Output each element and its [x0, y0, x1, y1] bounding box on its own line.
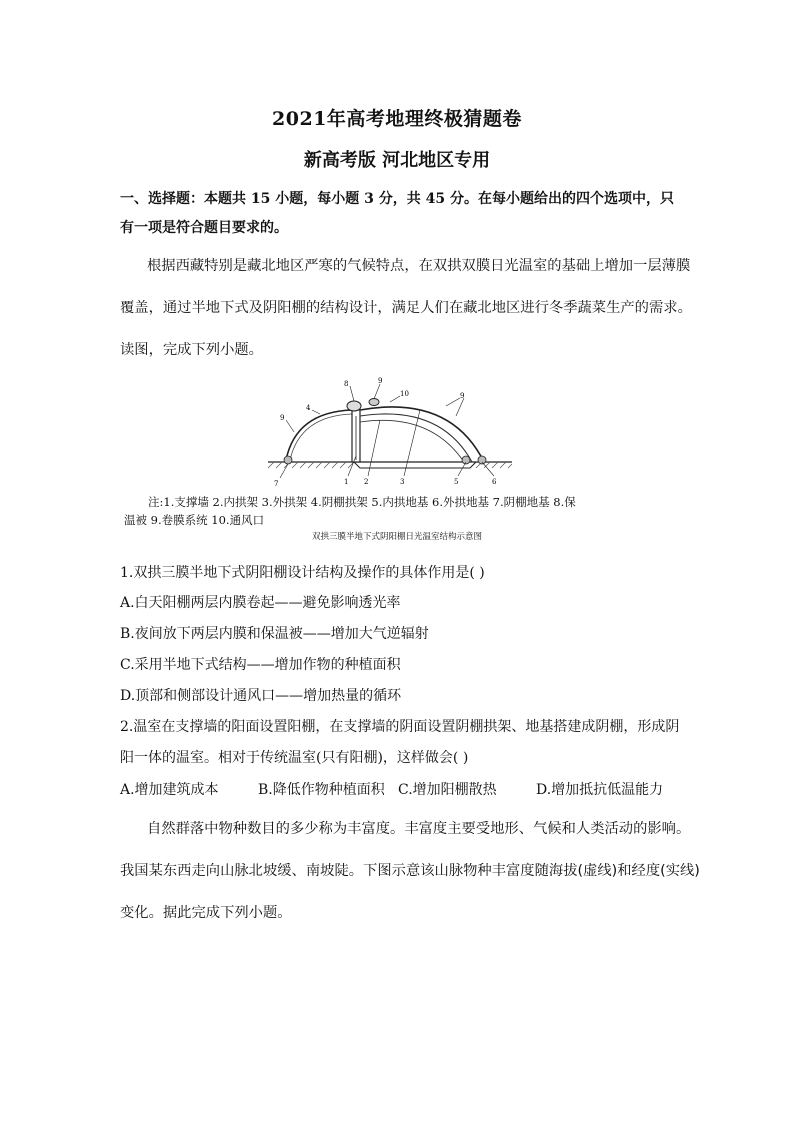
figure-caption: 双拱三膜半地下式阴阳棚日光温室结构示意图 [311, 532, 482, 542]
passage-2-line-1: 自然群落中物种数目的多少称为丰富度。丰富度主要受地形、气候和人类活动的影响。 [147, 821, 691, 837]
greenhouse-diagram [250, 376, 530, 488]
film-roll [369, 399, 379, 406]
insulation-quilt [347, 401, 361, 411]
page-subtitle: 新高考版 河北地区专用 [303, 150, 491, 171]
q2-option-a: A.增加建筑成本 [120, 782, 219, 798]
label-9-top: 9 [378, 377, 383, 385]
label-6: 6 [492, 478, 497, 486]
label-9-left: 9 [280, 414, 285, 422]
label-1: 1 [344, 478, 349, 486]
passage-2-line-2: 我国某东西走向山脉北坡缓、南坡陡。下图示意该山脉物种丰富度随海拔(虚线)和经度(实线) [120, 863, 700, 879]
q1-option-d: D.顶部和侧部设计通风口——增加热量的循环 [120, 688, 402, 704]
label-5: 5 [454, 478, 459, 486]
passage-2-line-3: 变化。据此完成下列小题。 [120, 905, 292, 921]
q2-option-c: C.增加阳棚散热 [398, 782, 497, 798]
outer-arch [360, 407, 484, 462]
label-8: 8 [344, 380, 349, 388]
q2-stem-line-1: 2.温室在支撑墙的阳面设置阳棚，在支撑墙的阴面设置阴棚拱架、地基搭建成阴棚，形成阴 [120, 719, 680, 735]
outer-foundation [478, 456, 486, 464]
shade-shed-arch-inner [290, 414, 352, 460]
inner-arch [360, 414, 472, 462]
section-heading-line-1: 一、选择题：本题共 15 小题，每小题 3 分，共 45 分。在每小题给出的四个选项中，只 [120, 191, 674, 207]
q2-option-b: B.降低作物种植面积 [258, 782, 385, 798]
q1-option-b: B.夜间放下两层内膜和保温被——增加大气逆辐射 [120, 626, 429, 642]
sunken-floor [354, 462, 476, 468]
q2-stem-line-2: 阳一体的温室。相对于传统温室(只有阳棚)，这样做会( ) [120, 750, 469, 766]
label-2: 2 [364, 478, 369, 486]
q1-stem: 1.双拱三膜半地下式阴阳棚设计结构及操作的具体作用是( ) [120, 565, 485, 581]
q2-option-d: D.增加抵抗低温能力 [536, 782, 664, 798]
label-4: 4 [306, 404, 311, 412]
label-3: 3 [400, 478, 405, 486]
page-title: 2021年高考地理终极猜题卷 [272, 108, 522, 130]
label-9-right: 9 [460, 392, 465, 400]
label-7: 7 [274, 480, 279, 488]
shade-foundation [284, 456, 292, 464]
label-10: 10 [400, 390, 409, 398]
section-heading-line-2: 有一项是符合题目要求的。 [120, 220, 288, 236]
q1-option-c: C.采用半地下式结构——增加作物的种植面积 [120, 657, 401, 673]
passage-1-line-2: 覆盖，通过半地下式及阴阳棚的结构设计，满足人们在藏北地区进行冬季蔬菜生产的需求。 [120, 300, 692, 316]
passage-1-line-1: 根据西藏特别是藏北地区严寒的气候特点，在双拱双膜日光温室的基础上增加一层薄膜 [147, 258, 691, 274]
q1-option-a: A.白天阳棚两层内膜卷起——避免影响透光率 [120, 595, 401, 611]
figure-legend-line-1: 注:1.支撑墙 2.内拱架 3.外拱架 4.阴棚拱架 5.内拱地基 6.外拱地基 7.阴棚地基 8.保 [148, 495, 576, 509]
passage-1-line-3: 读图，完成下列小题。 [120, 342, 263, 358]
inner-foundation [462, 456, 470, 464]
figure-legend-line-2: 温被 9.卷膜系统 10.通风口 [124, 513, 265, 527]
shade-shed-arch [286, 410, 352, 460]
